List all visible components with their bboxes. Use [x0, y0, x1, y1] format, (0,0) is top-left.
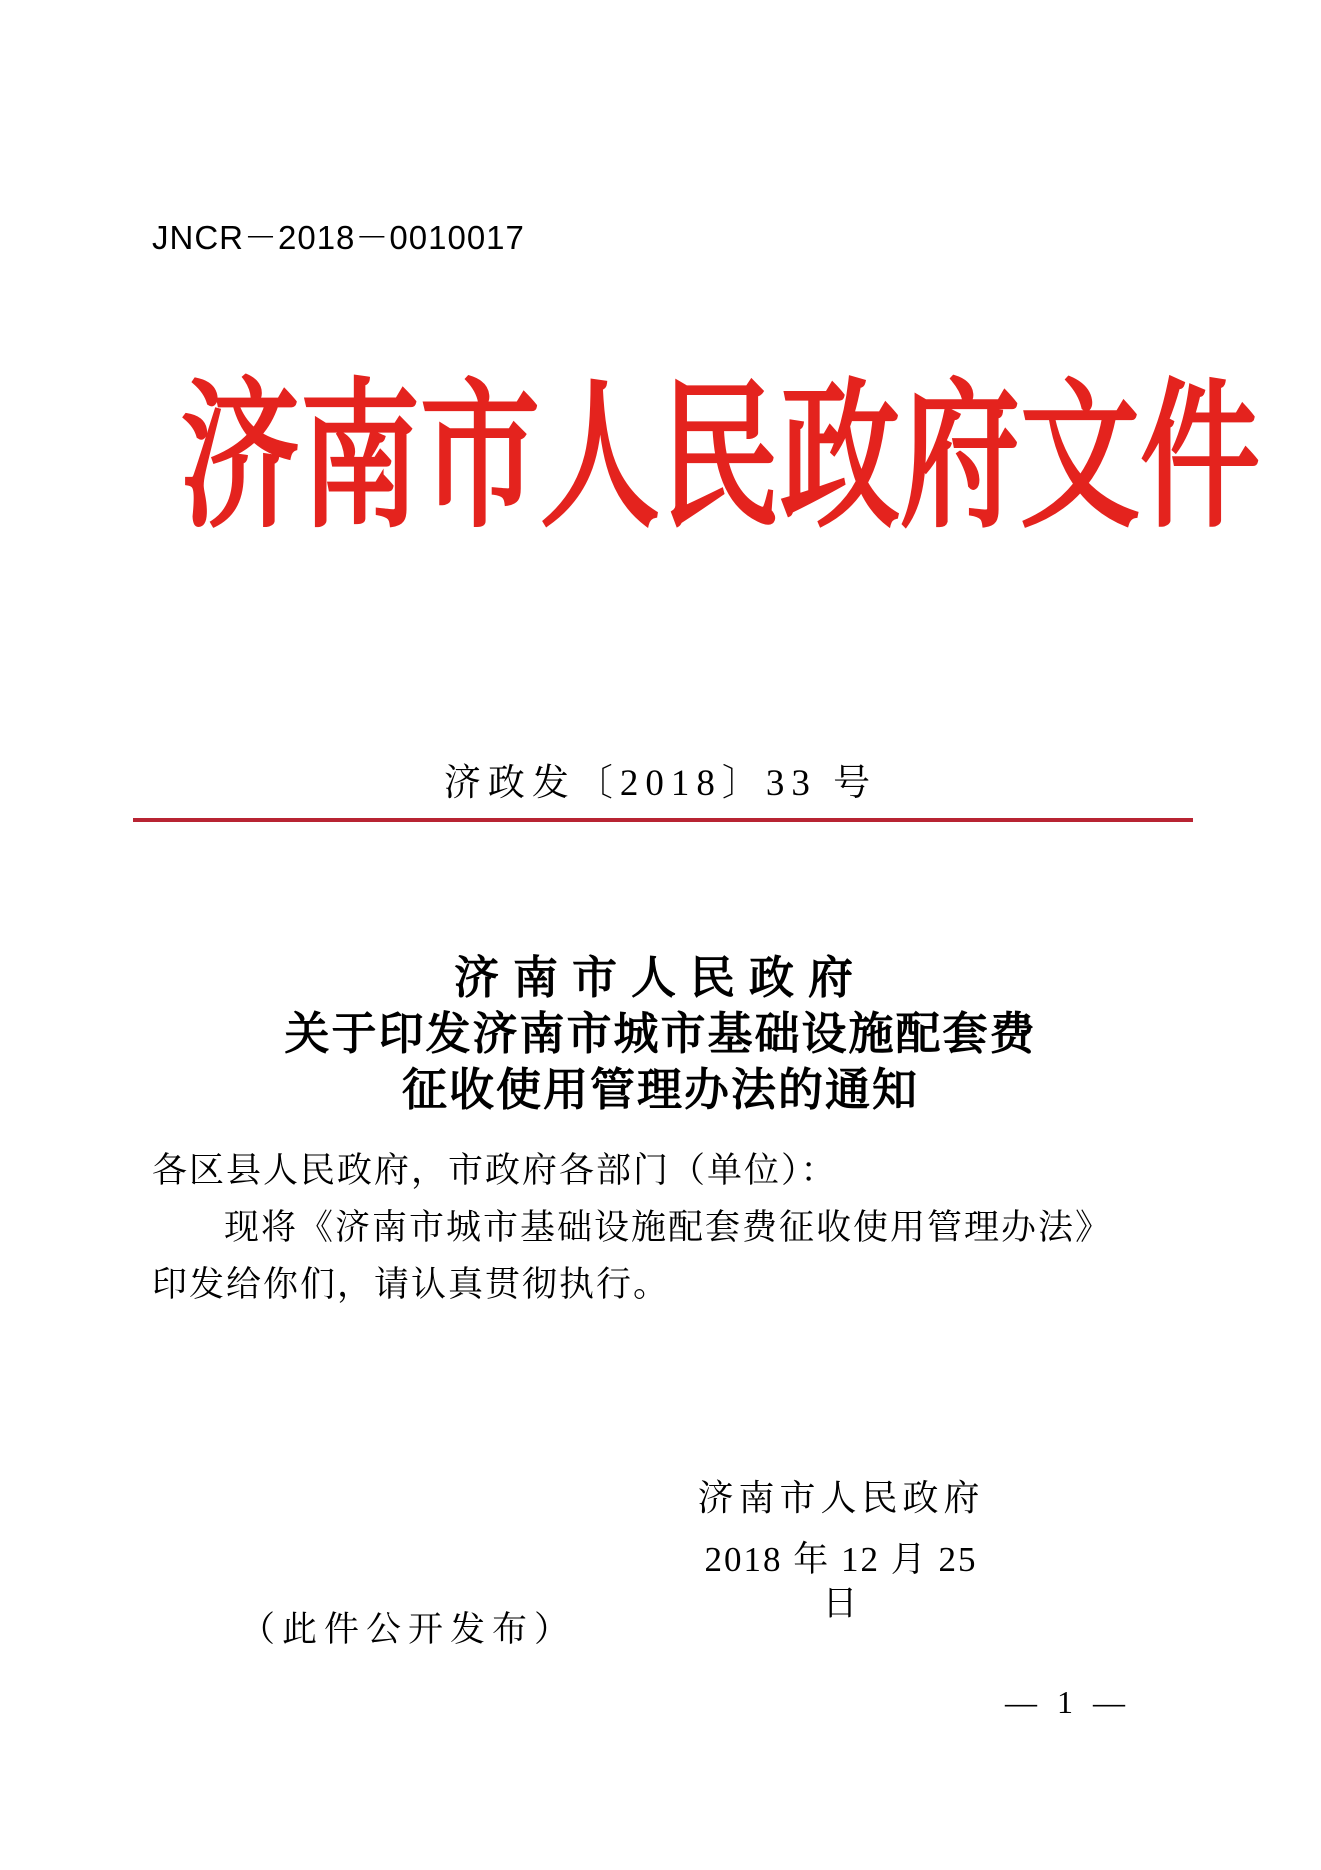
notice-body: [152, 1142, 1198, 1313]
red-separator-rule: [133, 818, 1193, 822]
signature-issuer-name: 济南市人民政府: [697, 1478, 985, 1518]
notice-title-line: 关于印发济南市城市基础设施配套费: [284, 1009, 1037, 1059]
notice-title-line: 济南市人民政府: [453, 953, 867, 1003]
body-salutation-line: 各区县人民政府，市政府各部门（单位）：: [152, 1151, 838, 1190]
notice-title: [0, 950, 1321, 1118]
signature-date: 2018 年 12 月 25 日: [704, 1540, 978, 1623]
body-text-line: 印发给你们，请认真贯彻执行。: [152, 1265, 671, 1304]
public-release-note: （此件公开发布）: [240, 1610, 577, 1649]
body-text-line: 现将《济南市城市基础设施配套费征收使用管理办法》: [224, 1208, 1113, 1247]
red-header-banner: [0, 369, 1321, 547]
document-issue-number: 济政发〔2018〕33 号: [443, 763, 878, 804]
document-ref-number: JNCR－2018－0010017: [152, 219, 525, 256]
notice-title-line: 征收使用管理办法的通知: [401, 1065, 919, 1115]
page-number: — 1 —: [1005, 1684, 1131, 1720]
signature-block: [690, 1476, 992, 1626]
red-header-title: 济南市人民政府文件: [180, 369, 1261, 547]
